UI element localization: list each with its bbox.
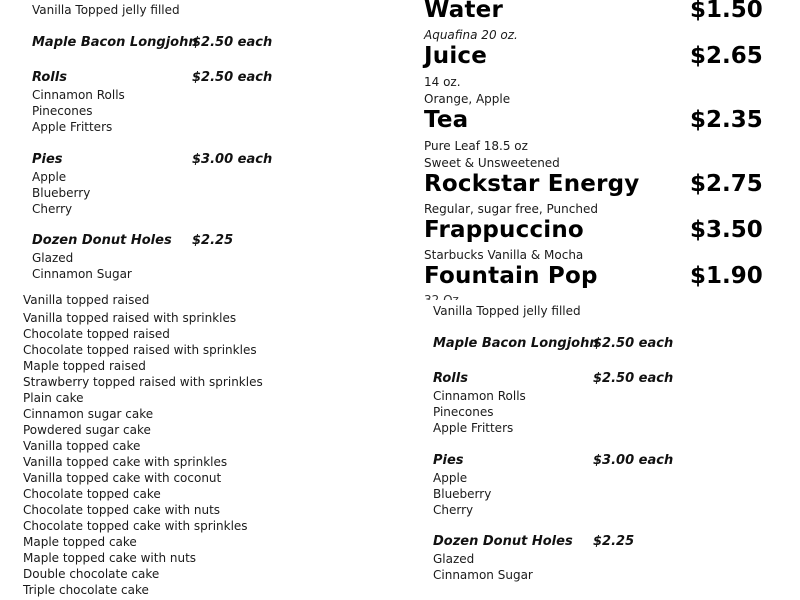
- list-item: Apple Fritters: [32, 120, 113, 134]
- donut-list: [0, 293, 400, 600]
- section-title-maple-bacon-longjohn: Maple Bacon Longjohn: [433, 336, 599, 351]
- list-item: Plain cake: [23, 391, 84, 405]
- pastry-menu-bottom: [400, 300, 700, 590]
- list-item: Triple chocolate cake: [23, 583, 149, 597]
- list-item: Vanilla topped raised: [23, 293, 150, 307]
- list-item: Vanilla topped cake: [23, 439, 141, 453]
- list-item: Pinecones: [32, 104, 93, 118]
- pastry-menu-top: [0, 0, 300, 290]
- list-item: Vanilla topped raised with sprinkles: [23, 311, 237, 325]
- section-price-maple-bacon-longjohn: $2.50 each: [593, 336, 674, 351]
- drink-name-rockstar-energy: Rockstar Energy: [424, 171, 640, 197]
- drink-name-water: Water: [424, 0, 504, 23]
- list-item: Chocolate topped raised with sprinkles: [23, 343, 257, 357]
- list-item: Apple: [32, 170, 67, 184]
- list-item: Strawberry topped raised with sprinkles: [23, 375, 263, 389]
- drink-desc: Starbucks Vanilla & Mocha: [424, 248, 584, 262]
- list-item: Vanilla topped cake with sprinkles: [23, 455, 228, 469]
- list-item: Maple topped raised: [23, 359, 146, 373]
- section-title-rolls: Rolls: [433, 371, 468, 386]
- section-price-maple-bacon-longjohn: $2.50 each: [192, 35, 273, 50]
- list-item: Chocolate topped raised: [23, 327, 170, 341]
- section-price-pies: $3.00 each: [593, 453, 674, 468]
- drink-price-juice: $2.65: [690, 43, 763, 69]
- list-item: Chocolate topped cake: [23, 487, 161, 501]
- list-item: Cherry: [32, 202, 73, 216]
- drinks-menu: [400, 0, 800, 298]
- drink-name-frappuccino: Frappuccino: [424, 217, 584, 243]
- section-title-dozen-donut-holes: Dozen Donut Holes: [433, 534, 573, 549]
- list-item: Cinnamon Sugar: [433, 568, 533, 582]
- section-title-pies: Pies: [433, 453, 464, 468]
- list-item: Glazed: [32, 251, 74, 265]
- section-price-rolls: $2.50 each: [593, 371, 674, 386]
- partial-line: Vanilla Topped jelly filled: [433, 304, 581, 318]
- list-item: Cherry: [433, 503, 474, 517]
- section-title-maple-bacon-longjohn: Maple Bacon Longjohn: [32, 35, 198, 50]
- partial-line: Vanilla Topped jelly filled: [32, 3, 180, 17]
- drink-desc: Pure Leaf 18.5 oz: [424, 139, 528, 153]
- list-item: Apple: [433, 471, 468, 485]
- section-price-rolls: $2.50 each: [192, 70, 273, 85]
- list-item: Apple Fritters: [433, 421, 514, 435]
- section-title-dozen-donut-holes: Dozen Donut Holes: [32, 233, 172, 248]
- drink-price-water: $1.50: [690, 0, 763, 23]
- list-item: Vanilla topped cake with coconut: [23, 471, 222, 485]
- list-item: Powdered sugar cake: [23, 423, 151, 437]
- list-item: Cinnamon Rolls: [32, 88, 125, 102]
- drink-name-fountain-pop: Fountain Pop: [424, 263, 598, 289]
- drink-price-fountain-pop: $1.90: [690, 263, 763, 289]
- drink-name-juice: Juice: [424, 43, 488, 69]
- list-item: Double chocolate cake: [23, 567, 160, 581]
- list-item: Cinnamon Rolls: [433, 389, 526, 403]
- drink-desc: Sweet & Unsweetened: [424, 156, 560, 170]
- drink-desc: Regular, sugar free, Punched: [424, 202, 598, 216]
- list-item: Glazed: [433, 552, 475, 566]
- list-item: Chocolate topped cake with nuts: [23, 503, 221, 517]
- section-title-rolls: Rolls: [32, 70, 67, 85]
- cut-off-line: [424, 292, 478, 298]
- list-item: Cinnamon sugar cake: [23, 407, 154, 421]
- section-price-pies: $3.00 each: [192, 152, 273, 167]
- list-item: Blueberry: [32, 186, 91, 200]
- list-item: Chocolate topped cake with sprinkles: [23, 519, 248, 533]
- drink-price-tea: $2.35: [690, 107, 763, 133]
- list-item: Blueberry: [433, 487, 492, 501]
- section-price-dozen-donut-holes: $2.25: [192, 233, 234, 248]
- section-price-dozen-donut-holes: $2.25: [593, 534, 635, 549]
- section-title-pies: Pies: [32, 152, 63, 167]
- list-item: Maple topped cake with nuts: [23, 551, 197, 565]
- drink-desc: Orange, Apple: [424, 92, 511, 106]
- drink-name-tea: Tea: [424, 107, 469, 133]
- list-item: Pinecones: [433, 405, 494, 419]
- drink-desc: 14 oz.: [424, 75, 461, 89]
- drink-price-frappuccino: $3.50: [690, 217, 763, 243]
- drink-desc: Aquafina 20 oz.: [424, 28, 518, 42]
- list-item: Cinnamon Sugar: [32, 267, 132, 281]
- list-item: Maple topped cake: [23, 535, 137, 549]
- drink-price-rockstar-energy: $2.75: [690, 171, 763, 197]
